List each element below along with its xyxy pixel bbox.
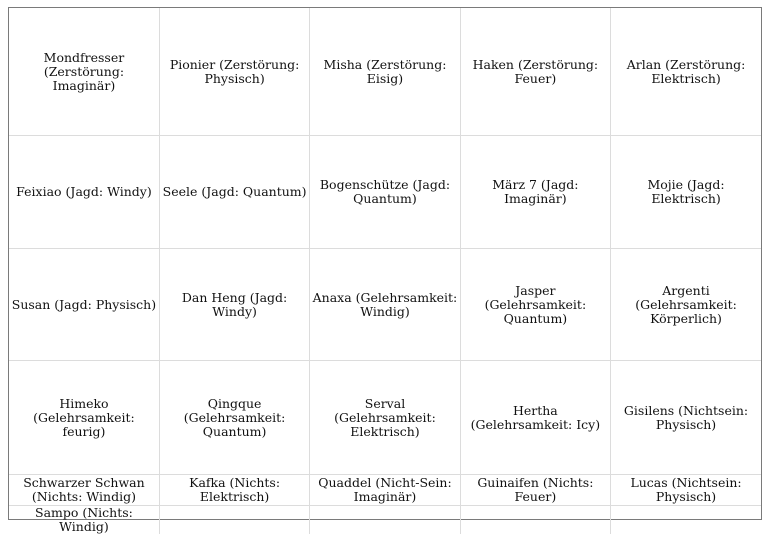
table-cell: Hertha (Gelehrsamkeit: Icy) — [460, 361, 610, 475]
table-cell: Bogenschütze (Jagd: Quantum) — [310, 136, 460, 249]
table-row — [9, 8, 761, 136]
character-table — [9, 8, 761, 534]
table-cell: Guinaifen (Nichts: Feuer) — [460, 475, 610, 506]
table-row — [9, 475, 761, 506]
character-table-frame — [8, 7, 762, 520]
table-cell: Mojie (Jagd: Elektrisch) — [611, 136, 761, 249]
table-row — [9, 249, 761, 361]
table-cell: Gisilens (Nichtsein: Physisch) — [611, 361, 761, 475]
table-cell: Susan (Jagd: Physisch) — [9, 249, 159, 361]
table-cell: Dan Heng (Jagd: Windy) — [159, 249, 309, 361]
table-cell: Misha (Zerstörung: Eisig) — [310, 8, 460, 136]
table-cell: Haken (Zerstörung: Feuer) — [460, 8, 610, 136]
table-cell: Kafka (Nichts: Elektrisch) — [159, 475, 309, 506]
table-cell: Jasper (Gelehrsamkeit: Quantum) — [460, 249, 610, 361]
table-cell: Quaddel (Nicht-Sein: Imaginär) — [310, 475, 460, 506]
table-cell: März 7 (Jagd: Imaginär) — [460, 136, 610, 249]
table-cell — [611, 506, 761, 534]
table-cell: Seele (Jagd: Quantum) — [159, 136, 309, 249]
table-cell: Qingque (Gelehrsamkeit: Quantum) — [159, 361, 309, 475]
table-cell: Mondfresser (Zerstörung: Imaginär) — [9, 8, 159, 136]
table-row — [9, 136, 761, 249]
table-cell: Himeko (Gelehrsamkeit: feurig) — [9, 361, 159, 475]
table-cell: Sampo (Nichts: Windig) — [9, 506, 159, 534]
table-cell: Serval (Gelehrsamkeit: Elektrisch) — [310, 361, 460, 475]
table-cell — [460, 506, 610, 534]
table-cell: Arlan (Zerstörung: Elektrisch) — [611, 8, 761, 136]
table-cell: Anaxa (Gelehrsamkeit: Windig) — [310, 249, 460, 361]
table-cell: Schwarzer Schwan (Nichts: Windig) — [9, 475, 159, 506]
table-cell — [310, 506, 460, 534]
table-row — [9, 506, 761, 534]
table-cell: Feixiao (Jagd: Windy) — [9, 136, 159, 249]
table-cell — [159, 506, 309, 534]
table-cell: Pionier (Zerstörung: Physisch) — [159, 8, 309, 136]
table-row — [9, 361, 761, 475]
table-cell: Lucas (Nichtsein: Physisch) — [611, 475, 761, 506]
table-cell: Argenti (Gelehrsamkeit: Körperlich) — [611, 249, 761, 361]
